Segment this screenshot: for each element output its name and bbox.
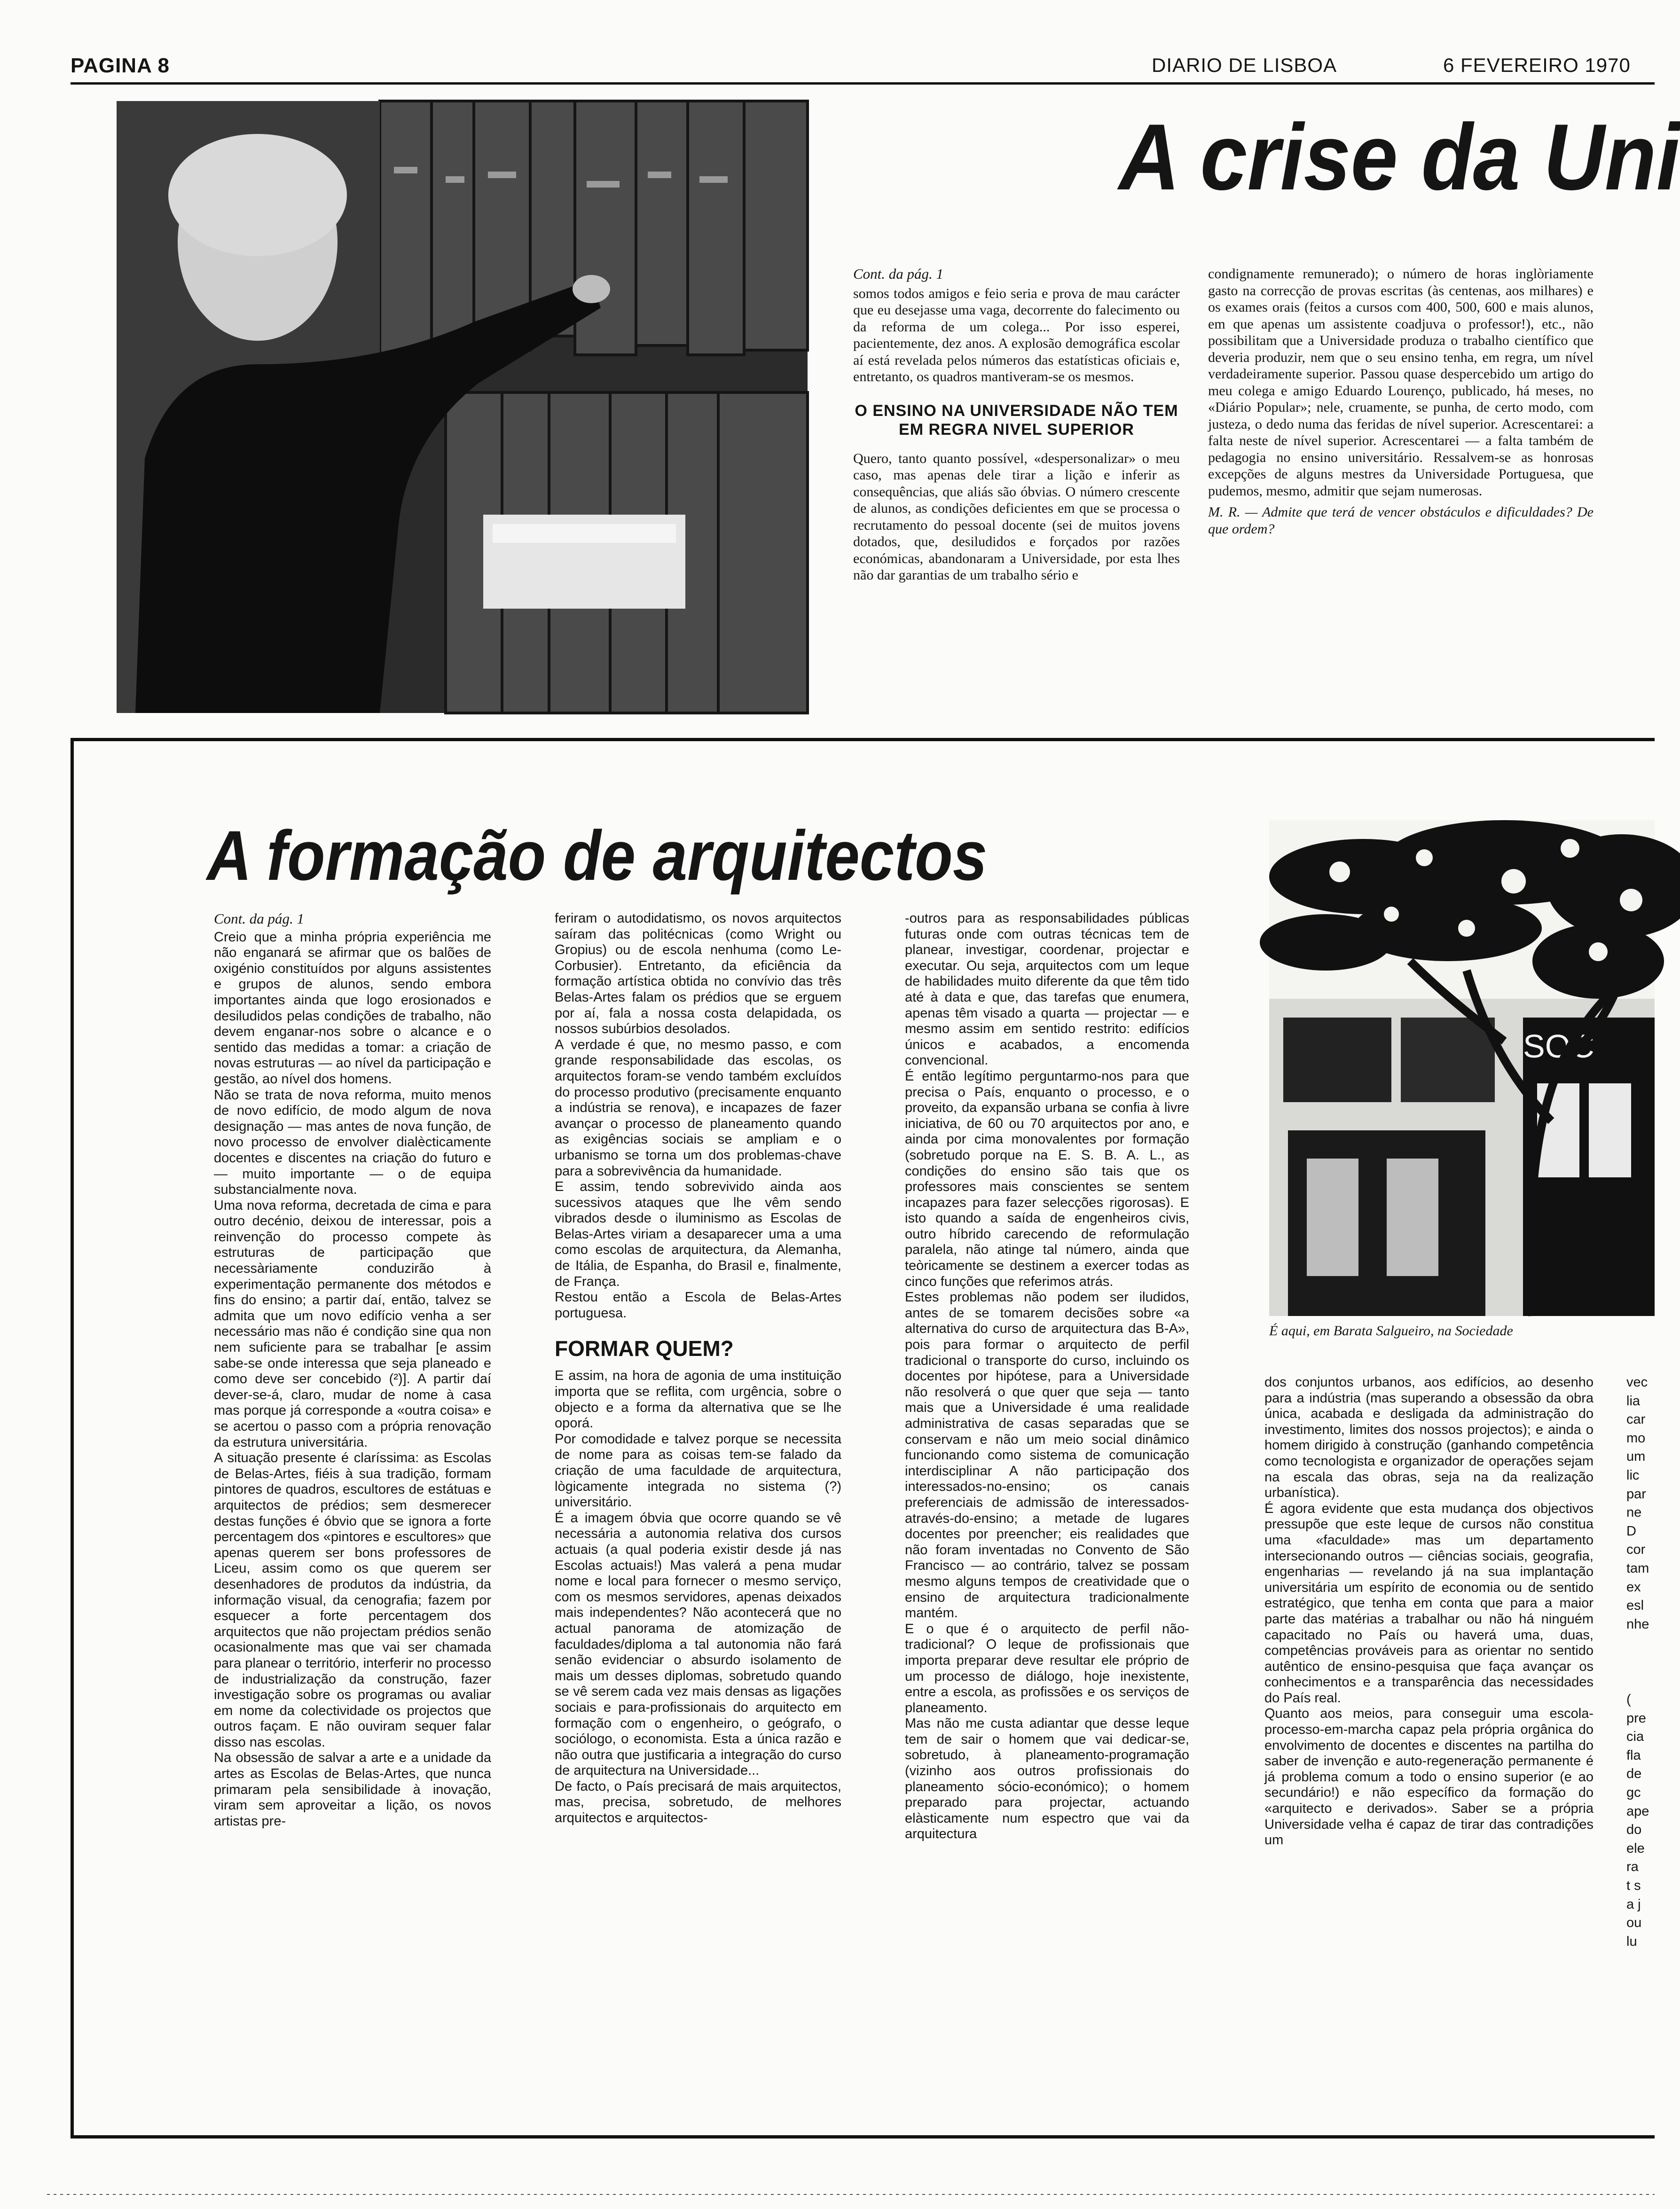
article2-column-3 bbox=[905, 911, 1189, 2044]
paragraph: E assim, na hora de agonia de uma instituição importa que se reflita, com urgência, sobre o objecto e a forma da alternativa que se lhe oporá. bbox=[555, 1368, 841, 1431]
paragraph: Na obsessão de salvar a arte e a unidade da artes as Escolas de Belas-Artes, que nunca primaram pela sensibilidade à inovação, viram sem aproveitar a lição, os novos artistas pre- bbox=[214, 1750, 491, 1829]
page-header bbox=[71, 54, 1655, 82]
paragraph: E assim, tendo sobrevivido ainda aos sucessivos ataques que lhe vêm sendo vibrados desde o iluminismo as Escolas de Belas-Artes viriam a desaparecer uma a uma como escolas de arquitectura, da Alemanha, de Itália, de Espanha, do Brasil e, finalmente, de França. bbox=[555, 1179, 841, 1289]
photo-building-tree bbox=[1269, 820, 1655, 1316]
text-fragment: tam bbox=[1626, 1560, 1649, 1576]
text-fragment: gc bbox=[1626, 1785, 1641, 1800]
article1-column-2 bbox=[1208, 266, 1594, 717]
article2-column-4 bbox=[1264, 1375, 1594, 2042]
text-fragment: cor bbox=[1626, 1542, 1646, 1558]
text-fragment: lic bbox=[1626, 1467, 1640, 1483]
article2-column-1 bbox=[214, 911, 491, 2044]
paragraph: Mas não me custa adiantar que desse leque tem de sair o homem que vai dedicar-se, sobretudo, à planeamento-programação (vizinho aos outros profissionais do planeamento sócio-económico); o homem preparado para projectar, actuando elàsticamente num espectro que vai da arquitectura bbox=[905, 1716, 1189, 1842]
paragraph: E o que é o arquitecto de perfil não-tradicional? O leque de profissionais que importa preparar deve resultar ele próprio de um processo de diálogo, hoje inexistente, entre a escola, as profissões e os serviços de planeamento. bbox=[905, 1621, 1189, 1716]
paragraph: condignamente remunerado); o número de horas inglòriamente gasto na correcção de provas escritas (às centenas, aos milhares) e os exames orais (feitos a cursos com 400, 500, 600 e mais alunos, em que apenas um assistente coadjuva o professor!), etc., não possibilitam que a Universidade produza o trabalho científico que deveria produzir, nem que o seu ensino tenha, em regra, um nível verdadeiramente superior. Passou quase despercebido um artigo do meu colega e amigo Eduardo Lourenço, publicado, há meses, no «Diário Popular»; nele, cruamente, se punha, de certo modo, com justeza, o dedo numa das feridas de nível superior. Acrescentarei: a falta neste de nível superior. Acrescentarei — a falta também de pedagogia no ensino universitário. Ressalvem-se as honrosas excepções de alguns mestres da Universidade Portuguesa, que pudemos, mesmo, admitir que sejam numerosas. bbox=[1208, 266, 1594, 499]
text-fragment: par bbox=[1626, 1486, 1646, 1502]
paragraph: somos todos amigos e feio seria e prova de mau carácter que eu desejasse uma vaga, decorrente do falecimento ou da reforma de um colega... Por isso esperei, pacientemente, dez anos. A explosão demográfica escolar aí está revelada pelos números das estatísticas oficiais e, entretanto, os quadros mantiveram-se os mesmos. bbox=[853, 285, 1180, 384]
text-fragment: pre bbox=[1626, 1710, 1646, 1726]
photo-caption: É aqui, em Barata Salgueiro, na Sociedade bbox=[1269, 1323, 1513, 1339]
text-fragment: fla bbox=[1626, 1747, 1641, 1763]
paragraph: Creio que a minha própria experiência me não enganará se afirmar que os balões de oxigénio constituídos por alguns assistentes e grupos de alunos, sendo embora importantes ainda que logo erosionados e desiludidos pelas condições de trabalho, não devem enganar-nos sobre o alcance e o sentido das medidas a tomar: a criação de novas estruturas — ao nível da participação e gestão, ao nível dos homens. bbox=[214, 929, 491, 1087]
paragraph: É agora evidente que esta mudança dos objectivos pressupõe que este leque de cursos não constitua uma «faculdade» mas um departamento intersecionando outros — ciências sociais, geografia, engenharias — revelando já na sua implantação universitária um espírito de economia ou de sentido estratégico, que tenha em conta que para a maior parte das matérias a trabalhar ou não há ninguém capacitado no País ou haverá uma, duas, competências prováveis para as orientar no sentido autêntico de ensino-pesquisa que faça avançar os conhecimentos e a transparência das necessidades do País real. bbox=[1264, 1501, 1594, 1706]
paragraph: Por comodidade e talvez porque se necessita de nome para as coisas tem-se falado da criação de uma faculdade de arquitectura, lògicamente integrada no sistema (?) universitário. bbox=[555, 1431, 841, 1510]
newspaper-name: DIARIO DE LISBOA bbox=[1152, 54, 1337, 76]
text-fragment: vec bbox=[1626, 1375, 1648, 1390]
subheading: O ENSINO NA UNIVERSIDADE NÃO TEM EM REGRA NIVEL SUPERIOR bbox=[855, 401, 1178, 439]
paragraph: Estes problemas não podem ser iludidos, antes de se tomarem decisões sobre «a alternativa do curso de arquitectura das B-A», pois para formar o arquitecto de perfil tradicional o transporte do curso, incluindo os docentes por hipótese, para a Universidade não resolverá o que quer que seja — tanto mais que a Universidade é uma realidade administrativa de casas separadas que se conservam e não um meio social dinâmico funcionando como sistema de comunicação interdisciplinar A não participação dos interessados-no-ensino; os canais preferenciais de admissão de interessados-através-do-ensino; a metade de lugares docentes por preencher; eis realidades que não foram inventadas no Convento de São Francisco — ao contrário, talvez se possam mesmo alguns tempos de creatividade que o ensino de arquitectura tradicionalmente mantém. bbox=[905, 1290, 1189, 1621]
paragraph: Uma nova reforma, decretada de cima e para outro decénio, deixou de interessar, pois a reinvenção do processo compete às estruturas de participação que necessàriamente conduzirão à experimentação permanente dos métodos e fins do ensino; a partir daí, então, talvez se admita que um novo edifício venha a ser necessário mas não é condição sine qua non nem suficiente para se trabalhar [e assim sabe-se onde interessa que seja planeado e como deve ser concebido (²)]. A partir daí dever-se-á, claro, mudar de nome à casa mas porque já corresponde a «outra coisa» e se acertou o passo com a própria renovação da estrutura universitária. bbox=[214, 1198, 491, 1450]
photo-woman-bookshelf bbox=[117, 101, 808, 713]
paragraph: Restou então a Escola de Belas-Artes portuguesa. bbox=[555, 1290, 841, 1321]
interview-question: M. R. — Admite que terá de vencer obstáculos e dificuldades? De que ordem? bbox=[1208, 504, 1594, 537]
cut-off-column-fragment-top bbox=[1626, 1375, 1655, 1638]
subheading: FORMAR QUEM? bbox=[555, 1336, 734, 1361]
text-fragment: um bbox=[1626, 1449, 1646, 1465]
text-fragment: cia bbox=[1626, 1729, 1644, 1745]
paragraph: Não se trata de nova reforma, muito menos de novo edifício, de modo algum de nova designação — mas antes de nova função, de novo processo de envolver dialècticamente docentes e discentes na criação do futuro e — muito importante — o de equipa substancialmente nova. bbox=[214, 1087, 491, 1198]
paragraph: De facto, o País precisará de mais arquitectos, mas, precisa, sobretudo, de melhores arquitectos e arquitectos- bbox=[555, 1778, 841, 1826]
headline-architect-training: A formação de arquitectos bbox=[207, 816, 988, 895]
issue-date: 6 FEVEREIRO 1970 bbox=[1443, 54, 1631, 76]
paragraph: É então legítimo perguntarmo-nos para que precisa o País, enquanto o processo, e o proveito, da expansão urbana se confia à livre iniciativa, de 60 ou 70 arquitectos por ano, e ainda por cima monovalentes por formação (sobretudo porque na E. S. B. A. L., as condições do ensino são tais que os professores mais conscientes se sentem incapazes para fazer selecções rigorosas). E isto quando a saída de engenheiros civis, outro híbrido carecendo de reformulação paralela, não atinge tal número, ainda que teòricamente se destinem a exercer todas as cinco funções que referimos atrás. bbox=[905, 1068, 1189, 1289]
continuation-note: Cont. da pág. 1 bbox=[853, 266, 944, 282]
text-fragment: esl bbox=[1626, 1598, 1644, 1614]
text-fragment: mo bbox=[1626, 1430, 1646, 1446]
text-fragment: ne bbox=[1626, 1505, 1642, 1520]
text-fragment: car bbox=[1626, 1412, 1646, 1427]
text-fragment: ( bbox=[1626, 1692, 1631, 1707]
building-sign: SOC bbox=[1523, 1028, 1594, 1065]
text-fragment: nhe bbox=[1626, 1616, 1649, 1632]
text-fragment: ra bbox=[1626, 1859, 1639, 1875]
paragraph: feriram o autodidatismo, os novos arquitectos saíram das politécnicas (como Wright ou Gropius) ou de escola nenhuma (como Le-Corbusier). Entretanto, da eficiência da formação artística obtida no convívio das três Belas-Artes falam os prédios que se erguem por aí, fala a nossa costa delapidada, os nossos subúrbios desolados. bbox=[555, 911, 841, 1037]
text-fragment: a j bbox=[1626, 1896, 1641, 1912]
text-fragment: lia bbox=[1626, 1393, 1641, 1409]
paragraph: dos conjuntos urbanos, aos edifícios, ao desenho para a indústria (mas superando a obsessão da obra única, acabada e desligada da administração do investimento, limites dos nossos projectos); e ainda o homem dirigido à construção (ganhando competência como tecnologista e organizador de operações sejam na escala das obras, seja na da realização urbanística). bbox=[1264, 1375, 1594, 1501]
text-fragment: D bbox=[1626, 1523, 1636, 1539]
text-fragment: do bbox=[1626, 1822, 1642, 1838]
continuation-note: Cont. da pág. 1 bbox=[214, 910, 305, 927]
text-fragment: de bbox=[1626, 1766, 1642, 1782]
page-number: PAGINA 8 bbox=[71, 54, 170, 77]
text-fragment: t s bbox=[1626, 1878, 1641, 1893]
headline-university-crisis: A crise da Uni bbox=[1119, 105, 1680, 210]
text-fragment: ape bbox=[1626, 1803, 1649, 1819]
text-fragment: ele bbox=[1626, 1841, 1645, 1856]
paragraph: Quero, tanto quanto possível, «despersonalizar» o meu caso, mas apenas dele tirar a lição e inferir as consequências, que aliás são óbvias. O número crescente de alunos, as condições deficientes em que se processa o recrutamento do pessoal docente (sei de muitos jovens dotados, que, desiludidos e forçados por razões económicas, abandonaram a Universidade, por esta lhes não dar garantias de um trabalho sério e bbox=[853, 450, 1180, 583]
article1-column-1 bbox=[853, 266, 1180, 717]
paragraph: Quanto aos meios, para conseguir uma escola-processo-em-marcha capaz pela própria orgânica do envolvimento de docentes e discentes na partilha do saber de invenção e auto-regeneração permanente é já problema comum a todo o ensino superior (e ao secundário!) e não específico da formação do «arquitecto e derivados». Saber se a própria Universidade velha é capaz de tirar das contradições um bbox=[1264, 1706, 1594, 1848]
paragraph: A verdade é que, no mesmo passo, e com grande responsabilidade das escolas, os arquitectos foram-se vendo também excluídos do processo produtivo (precisamente enquanto a indústria se renova), e incapazes de fazer avançar o processo de planeamento quando as exigências sociais se ampliam e o urbanismo se torna um dos problemas-chave para a sobrevivência da humanidade. bbox=[555, 1037, 841, 1179]
text-fragment: lu bbox=[1626, 1934, 1637, 1949]
paragraph: É a imagem óbvia que ocorre quando se vê necessária a autonomia relativa dos cursos actuais (a qual poderia existir desde já nas Escolas actuais!) Mas valerá a pena mudar nome e local para fornecer o mesmo serviço, com os mesmos servidores, apenas deixados mais independentes? Não acontecerá que no actual panorama de atomização de faculdades/diploma a tal autonomia não fará senão evidenciar o absurdo isolamento de mais um desses diplomas, sobretudo quando se vê serem cada vez mais densas as ligações sociais e para-profissionais do arquitecto em formação com o engenheiro, o geógrafo, o sociólogo, o economista. Esta a única razão e não outra que justificaria a integração do curso de arquitectura na Universidade... bbox=[555, 1510, 841, 1778]
text-fragment: ex bbox=[1626, 1579, 1641, 1595]
article2-column-2 bbox=[555, 911, 841, 2044]
page-bottom-rule bbox=[47, 2194, 1655, 2195]
paragraph: -outros para as responsabilidades públicas futuras onde com outras técnicas tem de planear, investigar, coordenar, projectar e executar. Ou seja, arquitectos com um leque de habilidades muito diferente da que têm tido até à data e que, das tarefas que enumera, apenas têm visado a quarta — projectar — e mesmo assim em sentido restrito: edifícios únicos e acabados, a encomenda convencional. bbox=[905, 911, 1189, 1068]
paragraph: A situação presente é claríssima: as Escolas de Belas-Artes, fiéis à sua tradição, formam pintores de quadros, escultores de estátuas e arquitectos de prédios; sem desmerecer destas funções é óbvio que se ignora a forte percentagem dos «pintores e escultores» que apenas querem ser bons professores de Liceu, assim como os que querem ser desenhadores de produtos da indústria, da informação visual, da cenografia; fazem por esquecer a forte percentagem dos arquitectos que não projectam prédios senão ocasionalmente mas que vai ser chamada para planear o território, interferir no processo de industrialização da construção, fazer investigação sobre os programas ou avaliar em nome da colectividade os projectos que outros façam. E não ouviram sequer falar disso nas escolas. bbox=[214, 1450, 491, 1750]
text-fragment: ou bbox=[1626, 1915, 1642, 1931]
cut-off-column-fragment-bottom bbox=[1626, 1692, 1655, 2021]
header-rule bbox=[71, 82, 1655, 85]
